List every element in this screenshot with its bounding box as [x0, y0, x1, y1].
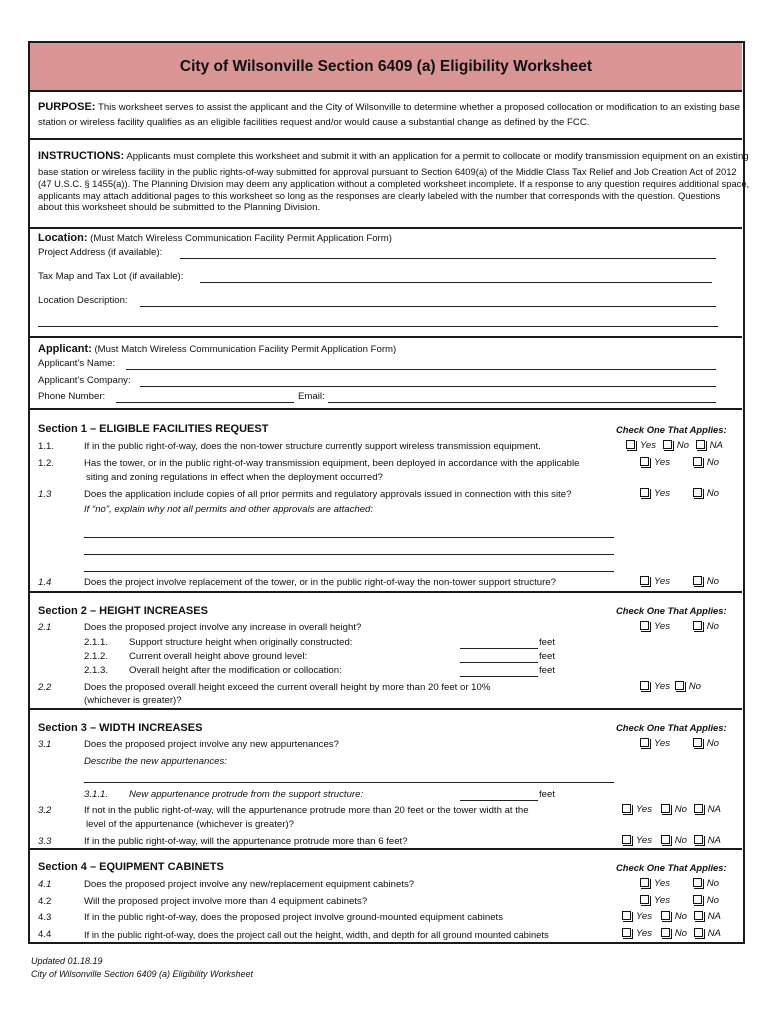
q-2-1-number: 2.1 [38, 622, 52, 633]
location-label: Location: [38, 232, 88, 244]
option-yes: Yes [636, 911, 653, 922]
applicant-heading [38, 343, 396, 356]
q-3-1-1-text: New appurtenance protrude from the support structure: [129, 789, 364, 800]
q-4-3-na-checkbox[interactable] [694, 911, 703, 920]
applicant-company-field[interactable] [140, 386, 716, 387]
option-no: No [706, 878, 719, 889]
q-4-2-no-checkbox[interactable] [693, 895, 702, 904]
q-1-2-options [640, 457, 719, 469]
location-note: (Must Match Wireless Communication Facility Permit Application Form) [90, 233, 392, 244]
q-3-1-yes-checkbox[interactable] [640, 738, 649, 747]
q-3-1-number: 3.1 [38, 739, 52, 750]
q-4-3-number: 4.3 [38, 912, 52, 923]
option-yes: Yes [636, 835, 653, 846]
option-no: No [706, 576, 719, 587]
q-3-1-followup: Describe the new appurtenances: [84, 756, 227, 767]
section-3-check-label: Check One That Applies: [616, 722, 727, 733]
q-2-1-1-number: 2.1.1. [84, 637, 109, 648]
location-description-field[interactable] [140, 306, 716, 307]
project-address-field[interactable] [180, 258, 716, 259]
q-3-2-no-checkbox[interactable] [661, 804, 670, 813]
location-heading [38, 232, 392, 245]
q-1-1-na-checkbox[interactable] [696, 440, 705, 449]
tax-map-field[interactable] [200, 282, 712, 283]
option-yes: Yes [654, 895, 671, 906]
applicant-section [30, 338, 742, 410]
q-2-1-3-unit: feet [539, 665, 556, 676]
purpose-section [30, 92, 742, 140]
q-1-3-number: 1.3 [38, 489, 52, 500]
q-4-4-yes-checkbox[interactable] [622, 928, 631, 937]
q-2-2-text: Does the proposed overall height exceed the current overall height by more than 20 feet or 10% [84, 682, 491, 693]
q-1-4-no-checkbox[interactable] [693, 576, 702, 585]
q-4-3-no-checkbox[interactable] [661, 911, 670, 920]
q-2-1-1-unit: feet [539, 637, 556, 648]
location-section [30, 229, 742, 338]
q-1-2-text: Has the tower, or in the public right-of-way transmission equipment, been deployed in accordance with the applicable [84, 458, 580, 469]
q-1-2-yes-checkbox[interactable] [640, 457, 649, 466]
option-na: NA [707, 835, 721, 846]
option-yes: Yes [654, 457, 671, 468]
section-1-title: Section 1 – ELIGIBLE FACILITIES REQUEST [38, 423, 269, 435]
q-3-3-yes-checkbox[interactable] [622, 835, 631, 844]
q-1-2-number: 1.2. [38, 458, 55, 469]
location-description-label: Location Description: [38, 295, 128, 306]
option-no: No [688, 681, 701, 692]
phone-label: Phone Number: [38, 391, 106, 402]
option-yes: Yes [654, 576, 671, 587]
q-4-2-options [640, 895, 719, 907]
q-1-3-followup: If “no”, explain why not all permits and other approvals are attached: [84, 504, 374, 515]
q-1-3-no-checkbox[interactable] [693, 488, 702, 497]
instructions-text-1: Applicants must complete this worksheet and submit it with an application for a permit to collocate or modify transmission equipment on an existing [126, 151, 749, 162]
q-4-3-options [622, 911, 721, 923]
option-yes: Yes [636, 804, 653, 815]
option-yes: Yes [654, 621, 671, 632]
option-no: No [706, 488, 719, 499]
q-1-3-explain-field-2[interactable] [84, 554, 614, 555]
q-2-2-text-2: (whichever is greater)? [84, 695, 182, 706]
footer-document-title: City of Wilsonville Section 6409 (a) Eligibility Worksheet [31, 969, 254, 979]
q-3-1-1-feet-field[interactable] [460, 800, 538, 801]
section-2-check-label: Check One That Applies: [616, 605, 727, 616]
footer-updated: Updated 01.18.19 [31, 956, 103, 966]
email-field[interactable] [328, 402, 716, 403]
section-1-check-label: Check One That Applies: [616, 424, 727, 435]
instructions-section [30, 140, 750, 229]
section-4-title: Section 4 – EQUIPMENT CABINETS [38, 861, 224, 873]
option-no: No [706, 738, 719, 749]
q-3-2-yes-checkbox[interactable] [622, 804, 631, 813]
q-1-4-text: Does the project involve replacement of the tower, or in the public right-of-way the non-tower support structure? [84, 577, 556, 588]
q-3-3-options [622, 835, 721, 847]
option-no: No [706, 457, 719, 468]
q-2-1-2-text: Current overall height above ground level: [129, 651, 308, 662]
q-4-2-yes-checkbox[interactable] [640, 895, 649, 904]
q-2-2-yes-checkbox[interactable] [640, 681, 649, 690]
q-3-1-describe-field[interactable] [84, 782, 614, 783]
q-2-2-no-checkbox[interactable] [675, 681, 684, 690]
q-2-1-1-feet-field[interactable] [460, 648, 538, 649]
project-address-label: Project Address (if available): [38, 247, 163, 258]
page-title: City of Wilsonville Section 6409 (a) Eligibility Worksheet [179, 57, 593, 75]
location-description-field-2[interactable] [38, 326, 718, 327]
option-no: No [676, 440, 689, 451]
option-yes: Yes [640, 440, 657, 451]
purpose-line-1 [38, 101, 740, 114]
q-1-3-yes-checkbox[interactable] [640, 488, 649, 497]
instructions-text-2: base station or wireless facility in the public rights-of-way submitted for approval pursuant to Section 6409(a) of the Middle Class Tax Relief and Job Creation Act of 2012 [38, 166, 737, 177]
q-1-1-no-checkbox[interactable] [663, 440, 672, 449]
instructions-text-4: applicants may attach additional pages to this worksheet so long as the responses are clearly labeled with the number that corresponds with the question. Questions [38, 190, 721, 201]
q-3-1-1-number: 3.1.1. [84, 789, 109, 800]
section-1 [30, 410, 742, 593]
phone-field[interactable] [116, 402, 294, 403]
instructions-text-5: about this worksheet should be submitted to the Planning Division. [38, 202, 321, 213]
q-2-1-2-feet-field[interactable] [460, 662, 538, 663]
instructions-label: INSTRUCTIONS: [38, 150, 125, 162]
q-2-1-text: Does the proposed project involve any increase in overall height? [84, 622, 362, 633]
purpose-label: PURPOSE: [38, 101, 96, 113]
q-2-2-number: 2.2 [38, 682, 52, 693]
option-yes: Yes [654, 738, 671, 749]
option-na: NA [707, 928, 721, 939]
q-3-3-number: 3.3 [38, 836, 52, 847]
option-yes: Yes [654, 878, 671, 889]
q-4-4-no-checkbox[interactable] [661, 928, 670, 937]
q-4-1-yes-checkbox[interactable] [640, 878, 649, 887]
q-2-2-options [640, 681, 701, 693]
q-4-3-yes-checkbox[interactable] [622, 911, 631, 920]
q-1-3-explain-field-1[interactable] [84, 537, 614, 538]
q-1-3-explain-field-3[interactable] [84, 571, 614, 572]
q-1-1-text: If in the public right-of-way, does the non-tower structure currently support wireless transmission equipment. [84, 441, 541, 452]
option-yes: Yes [636, 928, 653, 939]
q-4-4-options [622, 928, 721, 940]
option-no: No [674, 928, 687, 939]
q-3-3-no-checkbox[interactable] [661, 835, 670, 844]
q-1-1-options [626, 440, 723, 452]
q-4-1-options [640, 878, 719, 890]
q-1-4-yes-checkbox[interactable] [640, 576, 649, 585]
option-na: NA [707, 804, 721, 815]
option-na: NA [709, 440, 723, 451]
q-2-1-3-text: Overall height after the modification or collocation: [129, 665, 342, 676]
q-2-1-yes-checkbox[interactable] [640, 621, 649, 630]
q-2-1-3-feet-field[interactable] [460, 676, 538, 677]
worksheet-frame [28, 41, 750, 944]
q-1-3-options [640, 488, 719, 500]
q-4-2-number: 4.2 [38, 896, 52, 907]
q-1-4-number: 1.4 [38, 577, 52, 588]
tax-map-label: Tax Map and Tax Lot (if available): [38, 271, 184, 282]
section-3-title: Section 3 – WIDTH INCREASES [38, 722, 203, 734]
applicant-name-field[interactable] [126, 369, 716, 370]
option-yes: Yes [654, 681, 671, 692]
section-2-title: Section 2 – HEIGHT INCREASES [38, 605, 208, 617]
q-3-2-text: If not in the public right-of-way, will the appurtenance protrude more than 20 feet or the tower width at the [84, 805, 529, 816]
instructions-text-3: (47 U.S.C. § 1455(a)). The Planning Division may deem any application without a completed worksheet incomplete. If a response to any question requires additional space, [38, 178, 750, 189]
title-banner [30, 43, 742, 92]
q-3-1-options [640, 738, 719, 750]
q-4-1-number: 4.1 [38, 879, 52, 890]
q-3-1-1-unit: feet [539, 789, 556, 800]
q-1-2-text-2: siting and zoning regulations in effect when the deployment occurred? [86, 472, 383, 483]
q-2-1-1-text: Support structure height when originally constructed: [129, 637, 353, 648]
q-1-1-yes-checkbox[interactable] [626, 440, 635, 449]
q-4-1-no-checkbox[interactable] [693, 878, 702, 887]
q-2-1-no-checkbox[interactable] [693, 621, 702, 630]
purpose-text-2: station or wireless facility qualifies as an eligible facilities request and/or would cause a substantial change as defined by the FCC. [38, 117, 590, 128]
q-4-4-na-checkbox[interactable] [694, 928, 703, 937]
q-3-2-text-2: level of the appurtenance (whichever is greater)? [86, 819, 294, 830]
q-3-2-options [622, 804, 721, 816]
q-3-3-na-checkbox[interactable] [694, 835, 703, 844]
q-2-1-options [640, 621, 719, 633]
option-no: No [674, 835, 687, 846]
applicant-company-label: Applicant’s Company: [38, 375, 131, 386]
instructions-line-1 [38, 150, 749, 163]
option-no: No [706, 621, 719, 632]
section-2 [30, 593, 742, 710]
q-2-1-2-number: 2.1.2. [84, 651, 109, 662]
q-1-1-number: 1.1. [38, 441, 55, 452]
q-1-2-no-checkbox[interactable] [693, 457, 702, 466]
option-no: No [706, 895, 719, 906]
option-no: No [674, 804, 687, 815]
q-4-3-text: If in the public right-of-way, does the proposed project involve ground-mounted equipment cabinets [84, 912, 503, 923]
q-2-1-3-number: 2.1.3. [84, 665, 109, 676]
q-4-2-text: Will the proposed project involve more than 4 equipment cabinets? [84, 896, 368, 907]
q-1-4-options [640, 576, 719, 588]
applicant-note: (Must Match Wireless Communication Facility Permit Application Form) [94, 344, 397, 355]
q-1-3-text: Does the application include copies of all prior permits and regulatory approvals issued in connection with this site? [84, 489, 572, 500]
option-no: No [674, 911, 687, 922]
q-3-2-number: 3.2 [38, 805, 52, 816]
applicant-name-label: Applicant’s Name: [38, 358, 116, 369]
q-3-1-text: Does the proposed project involve any new appurtenances? [84, 739, 339, 750]
q-4-1-text: Does the proposed project involve any new/replacement equipment cabinets? [84, 879, 415, 890]
purpose-text-1: This worksheet serves to assist the applicant and the City of Wilsonville to determine whether a proposed collocation or modification to an existing base [97, 102, 741, 113]
section-4 [30, 850, 742, 944]
email-label: Email: [298, 391, 325, 402]
section-3 [30, 710, 742, 850]
q-4-4-number: 4.4 [38, 929, 52, 940]
option-yes: Yes [654, 488, 671, 499]
applicant-label: Applicant: [38, 343, 92, 355]
section-4-check-label: Check One That Applies: [616, 862, 727, 873]
q-2-1-2-unit: feet [539, 651, 556, 662]
q-3-1-no-checkbox[interactable] [693, 738, 702, 747]
q-3-2-na-checkbox[interactable] [694, 804, 703, 813]
q-3-3-text: If in the public right-of-way, will the appurtenance protrude more than 6 feet? [84, 836, 408, 847]
q-4-4-text: If in the public right-of-way, does the project call out the height, width, and depth for all ground mounted cabinets [84, 929, 549, 940]
option-na: NA [707, 911, 721, 922]
